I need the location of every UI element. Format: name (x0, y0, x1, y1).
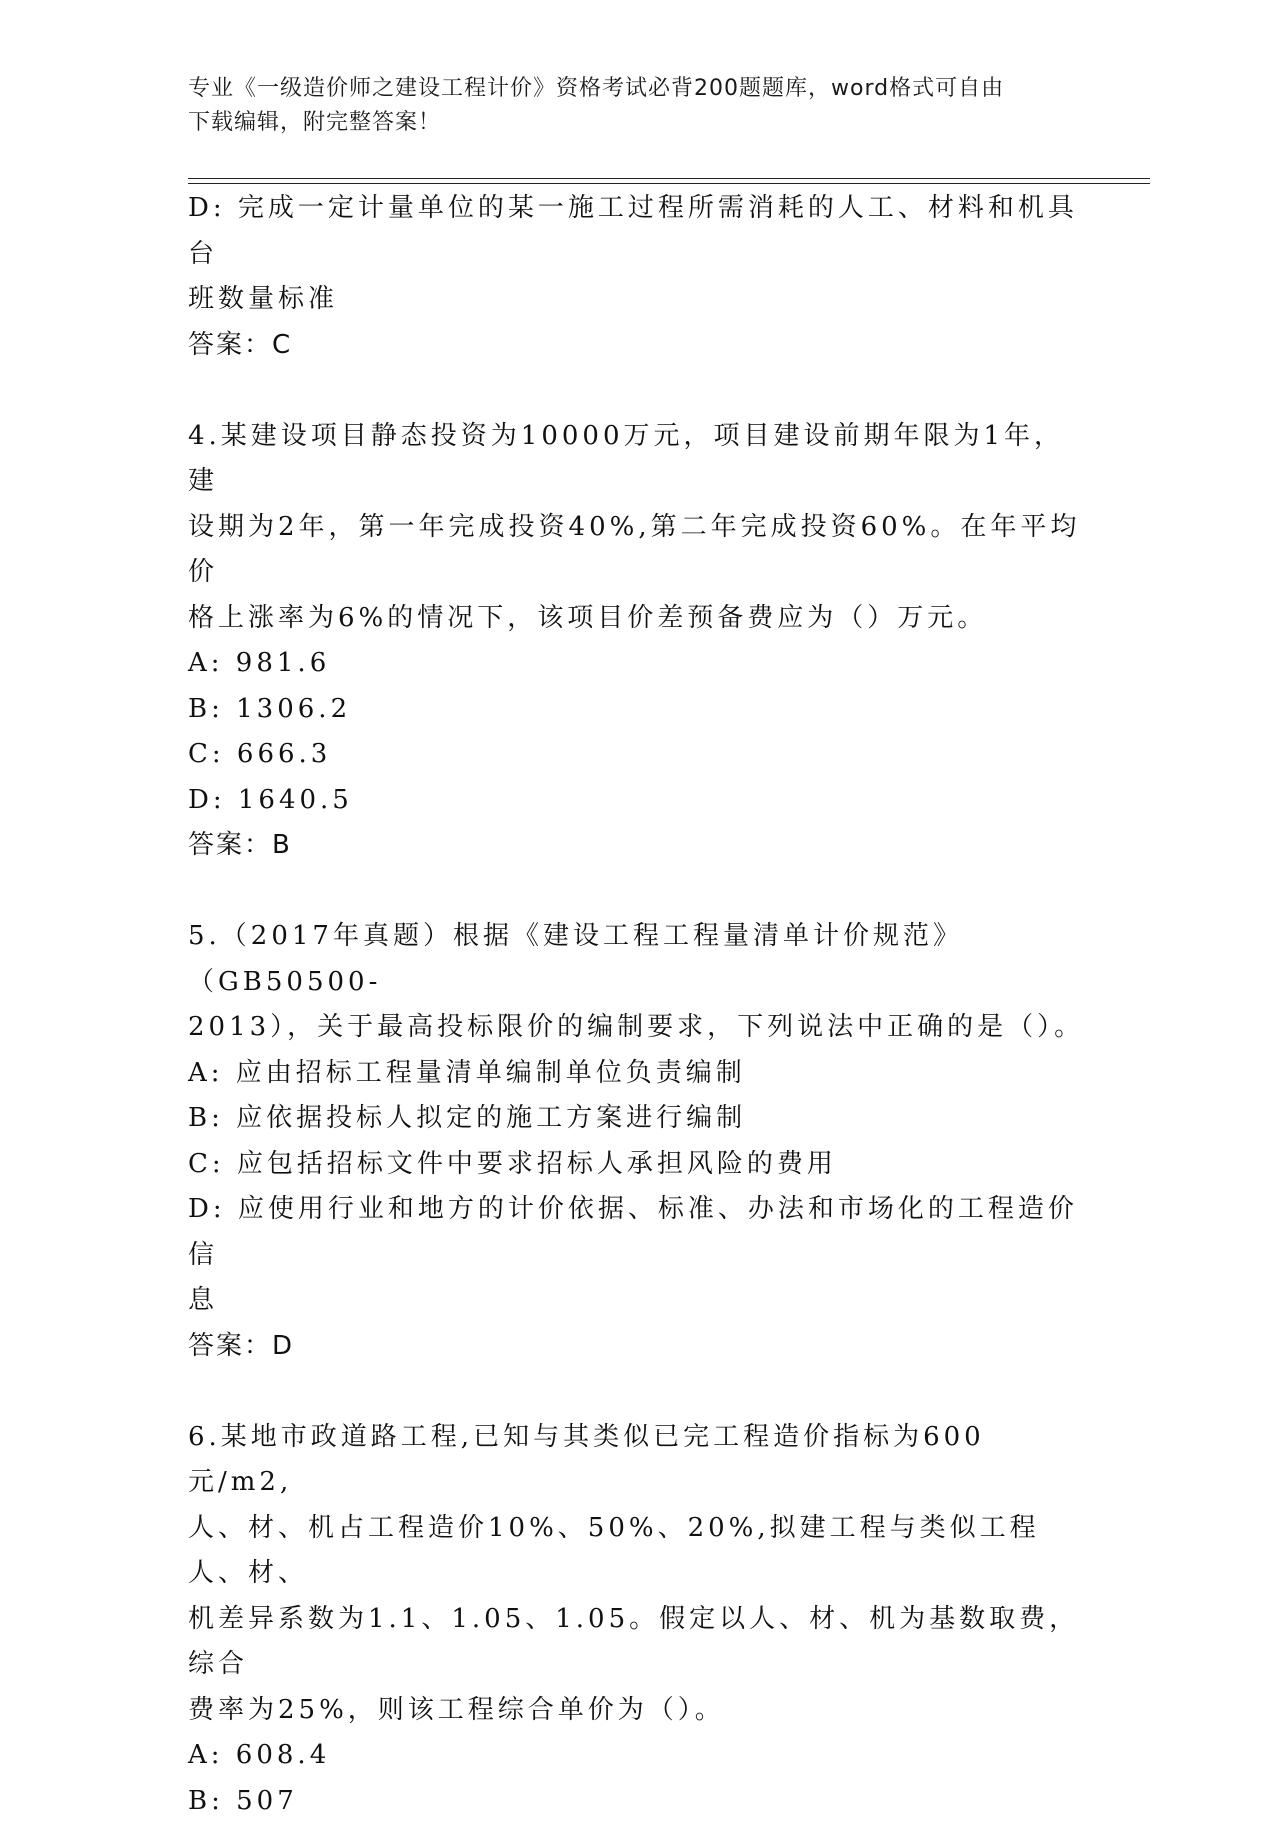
question-block-4 (188, 414, 1088, 869)
question-text-line-2: 设期为2年，第一年完成投资40%,第二年完成投资60%。在年平均价 (188, 505, 1088, 596)
question-content (188, 186, 1088, 1824)
question-text-line-1: 6.某地市政道路工程,已知与其类似已完工程造价指标为600元/m2, (188, 1415, 1088, 1506)
spacer (188, 1369, 1088, 1415)
option-a: A: 应由招标工程量清单编制单位负责编制 (188, 1051, 1088, 1097)
question-block-6 (188, 1415, 1088, 1824)
answer-label: 答案：C (188, 323, 1088, 369)
header-divider-top (188, 178, 1150, 179)
spacer (188, 368, 1088, 414)
spacer (188, 869, 1088, 915)
header-title-line-1: 专业《一级造价师之建设工程计价》资格考试必背200题题库，word格式可自由 (188, 72, 1088, 106)
document-header (188, 72, 1088, 140)
option-d: D: 1640.5 (188, 778, 1088, 824)
option-c: C: 应包括招标文件中要求招标人承担风险的费用 (188, 1142, 1088, 1188)
question-text-line-1: 5.（2017年真题）根据《建设工程工程量清单计价规范》（GB50500- (188, 914, 1088, 1005)
question-block-prev (188, 186, 1088, 368)
option-d-line-1: D: 完成一定计量单位的某一施工过程所需消耗的人工、材料和机具台 (188, 186, 1088, 277)
header-divider-bottom (188, 183, 1150, 184)
question-text-line-3: 格上涨率为6%的情况下，该项目价差预备费应为（）万元。 (188, 596, 1088, 642)
option-b: B: 应依据投标人拟定的施工方案进行编制 (188, 1096, 1088, 1142)
option-d-line-2: 班数量标准 (188, 277, 1088, 323)
option-b: B: 507 (188, 1779, 1088, 1824)
option-d-line-1: D: 应使用行业和地方的计价依据、标准、办法和市场化的工程造价信 (188, 1187, 1088, 1278)
answer-label: 答案：B (188, 823, 1088, 869)
question-text-line-1: 4.某建设项目静态投资为10000万元，项目建设前期年限为1年，建 (188, 414, 1088, 505)
question-text-line-2: 人、材、机占工程造价10%、50%、20%,拟建工程与类似工程人、材、 (188, 1506, 1088, 1597)
option-a: A: 981.6 (188, 641, 1088, 687)
option-a: A: 608.4 (188, 1733, 1088, 1779)
option-d-line-2: 息 (188, 1278, 1088, 1324)
question-text-line-3: 机差异系数为1.1、1.05、1.05。假定以人、材、机为基数取费，综合 (188, 1597, 1088, 1688)
question-text-line-4: 费率为25%，则该工程综合单价为（）。 (188, 1688, 1088, 1734)
answer-label: 答案：D (188, 1324, 1088, 1370)
question-text-line-2: 2013），关于最高投标限价的编制要求，下列说法中正确的是（）。 (188, 1005, 1088, 1051)
header-title-line-2: 下载编辑，附完整答案！ (188, 106, 1088, 140)
question-block-5 (188, 914, 1088, 1369)
option-c: C: 666.3 (188, 732, 1088, 778)
option-b: B: 1306.2 (188, 687, 1088, 733)
